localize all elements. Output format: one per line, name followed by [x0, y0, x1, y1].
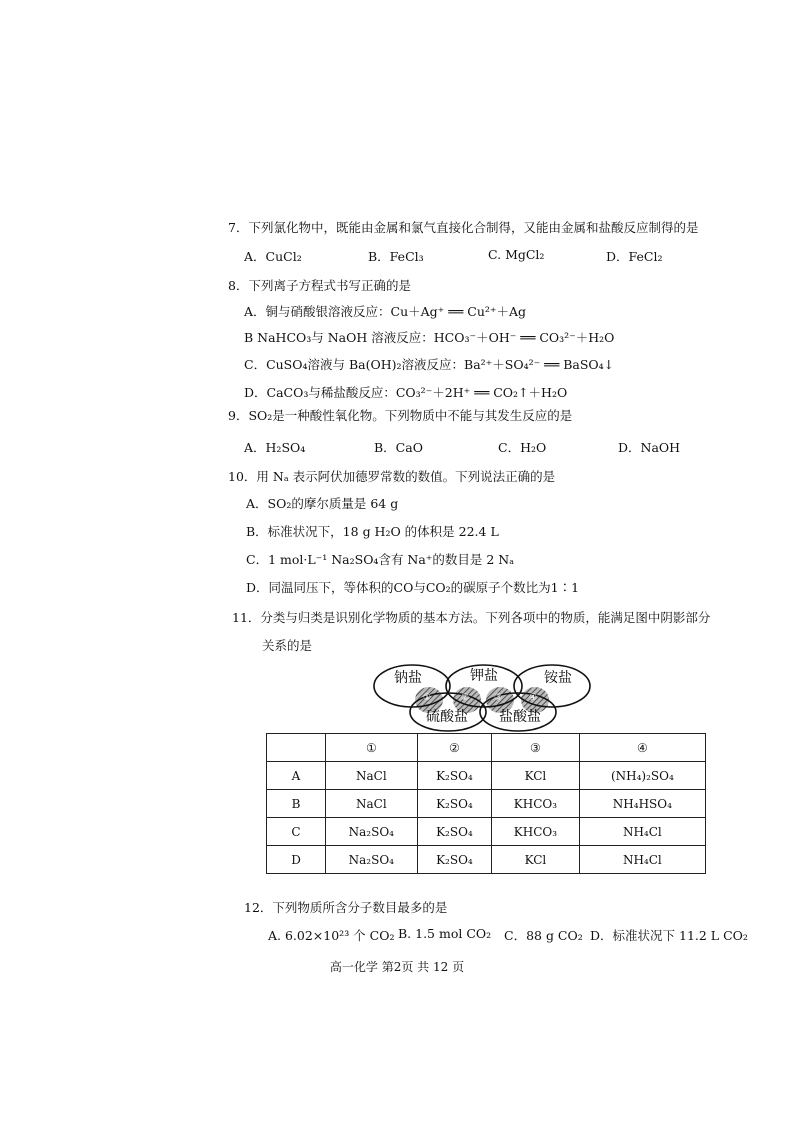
table-header-cell: ①	[326, 734, 418, 762]
table-cell: KHCO₃	[492, 818, 580, 846]
venn-diagram	[372, 660, 592, 732]
table-cell: KHCO₃	[492, 790, 580, 818]
option-b: B. 1.5 mol CO₂	[398, 926, 492, 941]
table-cell: NH₄HSO₄	[579, 790, 705, 818]
question-11-stem: 11．分类与归类是识别化学物质的基本方法。下列各项中的物质，能满足图中阴影部分	[232, 610, 711, 625]
question-7-options	[244, 247, 662, 265]
question-9-stem: 9．SO₂是一种酸性氧化物。下列物质中不能与其发生反应的是	[228, 408, 573, 423]
table-row	[267, 762, 706, 790]
row-label: C	[267, 818, 326, 846]
label-sodium-salt: 钠盐	[394, 670, 422, 686]
question-11-stem-cont: 关系的是	[262, 638, 313, 653]
table-cell: KCl	[492, 762, 580, 790]
row-label: A	[267, 762, 326, 790]
option-c: C. MgCl₂	[488, 247, 545, 262]
table-header-row	[267, 734, 706, 762]
question-7-stem: 7．下列氯化物中，既能由金属和氯气直接化合制得，又能由金属和盐酸反应制得的是	[228, 220, 699, 235]
option-a: A．CuCl₂	[244, 249, 302, 264]
row-label: D	[267, 846, 326, 874]
table-cell: KCl	[492, 846, 580, 874]
row-label: B	[267, 790, 326, 818]
option-c: C．88 g CO₂	[504, 928, 583, 943]
table-header-cell: ③	[492, 734, 580, 762]
table-header-cell	[267, 734, 326, 762]
region-2-marker: ②	[461, 693, 470, 703]
region-3-marker: ③	[494, 693, 503, 703]
option-d: D．标准状况下 11.2 L CO₂	[590, 928, 748, 943]
option-c: C．1 mol·L⁻¹ Na₂SO₄含有 Na⁺的数目是 2 Nₐ	[246, 552, 515, 567]
option-c: C．CuSO₄溶液与 Ba(OH)₂溶液反应：Ba²⁺＋SO₄²⁻ ══ BaSO₄↓	[244, 357, 615, 372]
label-chloride: 盐酸盐	[499, 709, 541, 725]
option-d: D．CaCO₃与稀盐酸反应：CO₃²⁻＋2H⁺ ══ CO₂↑＋H₂O	[244, 385, 568, 400]
table-cell: NH₄Cl	[579, 818, 705, 846]
table-cell: (NH₄)₂SO₄	[579, 762, 705, 790]
table-row	[267, 818, 706, 846]
question-12-stem: 12．下列物质所含分子数目最多的是	[244, 900, 448, 915]
question-12-options	[268, 926, 748, 944]
label-ammonium-salt: 铵盐	[544, 670, 572, 686]
region-1-marker: ①	[423, 693, 432, 703]
label-potassium-salt: 钾盐	[470, 668, 498, 684]
option-b: B．标准状况下，18 g H₂O 的体积是 22.4 L	[246, 524, 499, 539]
table-row	[267, 790, 706, 818]
option-a: A．H₂SO₄	[244, 440, 306, 455]
table-row	[267, 846, 706, 874]
answer-table	[266, 733, 706, 874]
table-cell: K₂SO₄	[417, 790, 491, 818]
table-header-cell: ②	[417, 734, 491, 762]
table-cell: K₂SO₄	[417, 846, 491, 874]
option-d: D．同温同压下，等体积的CO与CO₂的碳原子个数比为1∶1	[246, 580, 580, 595]
question-8-stem: 8．下列离子方程式书写正确的是	[228, 278, 411, 293]
table-cell: Na₂SO₄	[326, 818, 418, 846]
option-a: A．铜与硝酸银溶液反应：Cu＋Ag⁺ ══ Cu²⁺＋Ag	[244, 304, 527, 319]
question-10-stem: 10．用 Nₐ 表示阿伏加德罗常数的数值。下列说法正确的是	[228, 469, 556, 484]
table-cell: NaCl	[326, 762, 418, 790]
label-sulfate: 硫酸盐	[426, 709, 468, 725]
table-cell: K₂SO₄	[417, 818, 491, 846]
region-4-marker: ④	[529, 693, 538, 703]
question-9-options	[244, 438, 680, 456]
table-cell: NaCl	[326, 790, 418, 818]
table-header-cell: ④	[579, 734, 705, 762]
page-footer: 高一化学 第2页 共 12 页	[329, 960, 465, 974]
option-c: C．H₂O	[498, 440, 547, 455]
option-b: B．FeCl₃	[368, 249, 424, 264]
option-a: A．SO₂的摩尔质量是 64 g	[246, 496, 399, 511]
option-b: B．CaO	[374, 440, 423, 455]
table-cell: Na₂SO₄	[326, 846, 418, 874]
option-d: D．NaOH	[618, 440, 681, 455]
option-b: B NaHCO₃与 NaOH 溶液反应：HCO₃⁻＋OH⁻ ══ CO₃²⁻＋H₂O	[244, 330, 615, 345]
table-cell: K₂SO₄	[417, 762, 491, 790]
option-a: A. 6.02×10²³ 个 CO₂	[268, 928, 395, 943]
option-d: D．FeCl₂	[606, 249, 663, 264]
table-cell: NH₄Cl	[579, 846, 705, 874]
